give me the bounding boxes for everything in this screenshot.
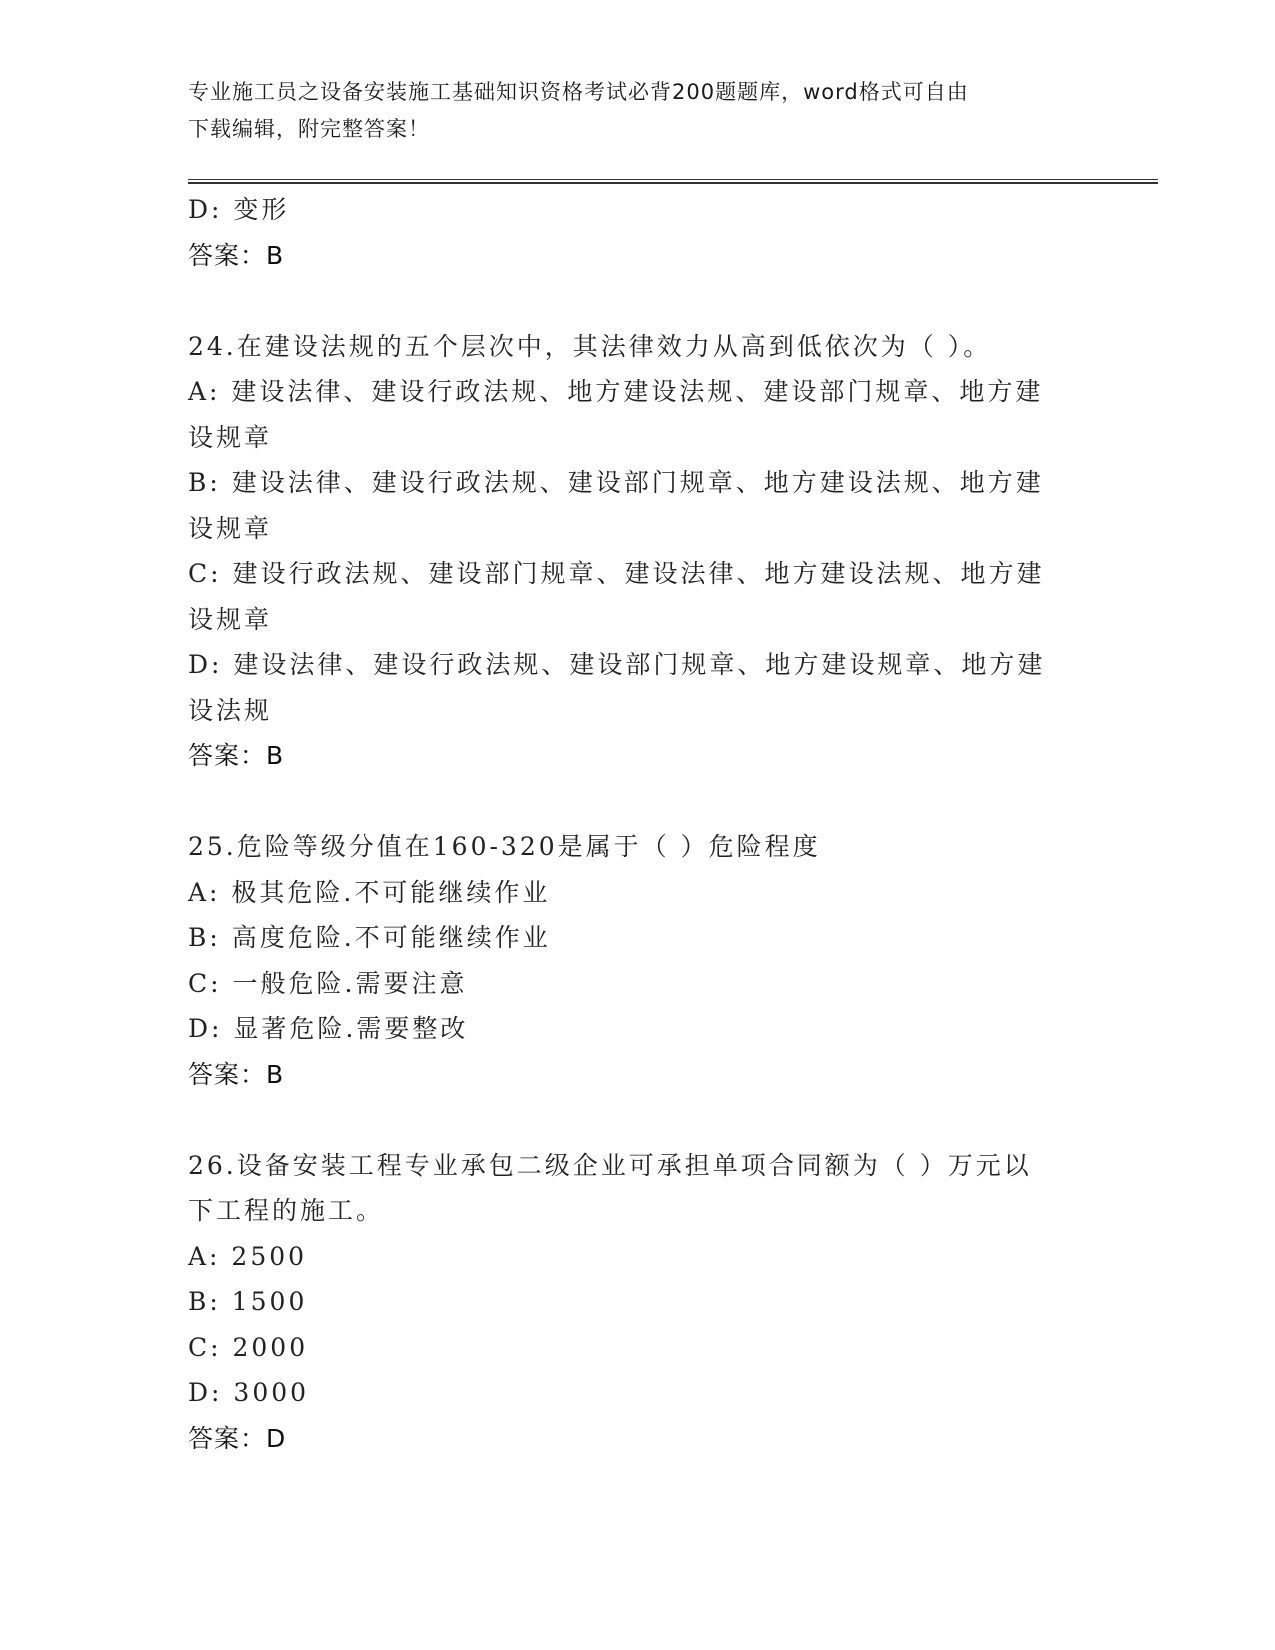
option-text: A: 建设法律、建设行政法规、地方建设法规、建设部门规章、地方建 [188, 377, 1044, 406]
question-25 [188, 824, 1088, 1097]
previous-question-tail [188, 187, 1088, 278]
option-text: D: 建设法律、建设行政法规、建设部门规章、地方建设规章、地方建 [188, 650, 1046, 679]
answer-line: 答案：B [188, 741, 285, 770]
option-b: B: 高度危险.不可能继续作业 [188, 923, 551, 952]
document-header [188, 74, 1088, 148]
option-a: A: 2500 [188, 1241, 308, 1271]
option-c [188, 551, 1088, 642]
spacer [188, 779, 1088, 825]
answer-line: 答案：D [188, 1423, 287, 1453]
header-divider [188, 179, 1158, 184]
question-stem-cont: 下工程的施工。 [188, 1196, 385, 1225]
option-text: B: 建设法律、建设行政法规、建设部门规章、地方建设法规、地方建 [188, 468, 1044, 497]
spacer [188, 1097, 1088, 1143]
option-text-cont: 设规章 [188, 422, 273, 452]
option-b: B: 1500 [188, 1287, 308, 1316]
answer-line: 答案：B [188, 1059, 285, 1089]
option-text-cont: 设规章 [188, 604, 273, 634]
header-title-line-2: 下载编辑，附完整答案！ [188, 117, 430, 141]
question-stem: 26.设备安装工程专业承包二级企业可承担单项合同额为（ ）万元以 [188, 1150, 1032, 1180]
option-text-cont: 设规章 [188, 513, 273, 543]
option-d: D: 变形 [188, 195, 290, 224]
question-stem: 25.危险等级分值在160-320是属于（ ）危险程度 [188, 832, 821, 861]
option-text: C: 建设行政法规、建设部门规章、建设法律、地方建设法规、地方建 [188, 559, 1045, 588]
question-24 [188, 324, 1088, 779]
answer-line: 答案：B [188, 240, 285, 270]
option-c: C: 一般危险.需要注意 [188, 968, 468, 998]
option-c: C: 2000 [188, 1332, 309, 1362]
option-a: A: 极其危险.不可能继续作业 [188, 877, 551, 907]
question-26 [188, 1143, 1088, 1462]
spacer [188, 278, 1088, 324]
option-text-cont: 设法规 [188, 695, 273, 725]
option-d: D: 显著危险.需要整改 [188, 1014, 469, 1043]
question-content [188, 187, 1088, 1461]
question-stem: 24.在建设法规的五个层次中，其法律效力从高到低依次为（ ）。 [188, 331, 992, 361]
option-a [188, 369, 1088, 460]
option-d: D: 3000 [188, 1378, 310, 1407]
header-title-line-1: 专业施工员之设备安装施工基础知识资格考试必背200题题库，word格式可自由 [188, 80, 969, 104]
option-b [188, 460, 1088, 551]
option-d [188, 642, 1088, 733]
